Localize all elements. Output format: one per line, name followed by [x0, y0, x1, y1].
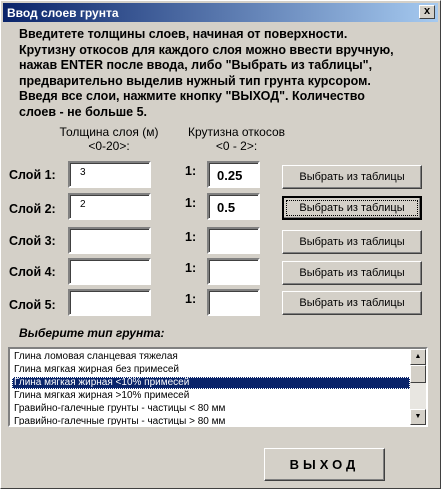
- layer-2-table-button[interactable]: Выбрать из таблицы: [282, 196, 422, 220]
- layer-2-slope-input[interactable]: 0.5: [207, 193, 260, 220]
- window-title: Ввод слоев грунта: [7, 6, 119, 20]
- thickness-header: [59, 125, 159, 153]
- instruction-line: нажав ENTER после ввода, либо "Выбрать из таблицы",: [19, 58, 373, 72]
- layer-5-thickness-input[interactable]: [68, 289, 151, 316]
- layer-4-slope-input[interactable]: [207, 258, 260, 285]
- layer-1-thickness-input[interactable]: 3: [68, 161, 151, 188]
- layer-1-slope-input[interactable]: 0.25: [207, 161, 260, 188]
- soil-type-list[interactable]: [8, 347, 428, 427]
- close-icon: x: [423, 5, 431, 17]
- slope-header: [184, 125, 289, 153]
- instructions-text: [19, 27, 439, 120]
- instruction-line: Введя все слои, нажмите кнопку "ВЫХОД". Количество: [19, 89, 365, 103]
- layer-4-table-button[interactable]: Выбрать из таблицы: [282, 261, 422, 285]
- soil-type-title: Выберите тип грунта:: [19, 326, 165, 340]
- soil-list-item[interactable]: Глина мягкая жирная без примесей: [14, 364, 180, 375]
- title-bar[interactable]: [3, 3, 438, 22]
- slope-header-label: Крутизна откосов: [187, 125, 285, 139]
- thickness-header-label: Толщина слоя (м): [59, 125, 159, 139]
- layer-5-table-button[interactable]: Выбрать из таблицы: [282, 291, 422, 315]
- soil-list-item-selected[interactable]: Глина мягкая жирная <10% примесей: [12, 377, 410, 389]
- layer-4-thickness-input[interactable]: [68, 258, 151, 285]
- layer-3-thickness-input[interactable]: [68, 227, 151, 254]
- arrow-down-icon: ▼: [414, 413, 422, 420]
- thickness-range-label: <0-20>:: [88, 139, 130, 153]
- instruction-line: предварительно выделив нужный тип грунта курсором.: [19, 73, 371, 88]
- layer-5-label: Слой 5:: [9, 298, 56, 312]
- arrow-up-icon: ▲: [414, 353, 422, 360]
- soil-list-item[interactable]: Глина ломовая сланцевая тяжелая: [14, 351, 178, 362]
- soil-list-item[interactable]: Гравийно-галечные грунты - частицы < 80 мм: [14, 403, 226, 414]
- layer-5-slope-input[interactable]: [207, 289, 260, 316]
- layer-1-table-button[interactable]: Выбрать из таблицы: [282, 165, 422, 189]
- layer-3-ratio-prefix: 1:: [185, 230, 197, 244]
- layer-2-thickness-input[interactable]: 2: [68, 193, 151, 220]
- scroll-down-button[interactable]: [410, 409, 426, 425]
- layer-4-label: Слой 4:: [9, 265, 56, 279]
- scroll-up-button[interactable]: [410, 349, 426, 365]
- close-button[interactable]: [419, 5, 435, 19]
- layer-4-ratio-prefix: 1:: [185, 261, 197, 275]
- soil-list-item[interactable]: Глина мягкая жирная >10% примесей: [14, 390, 190, 401]
- exit-button[interactable]: ВЫХОД: [264, 448, 385, 481]
- layer-5-ratio-prefix: 1:: [185, 292, 197, 306]
- instruction-line: Введитете толщины слоев, начиная от поверхности.: [19, 27, 348, 41]
- layer-3-table-button[interactable]: Выбрать из таблицы: [282, 230, 422, 254]
- soil-list-item[interactable]: Гравийно-галечные грунты - частицы > 80 мм: [14, 416, 226, 427]
- instruction-line: Крутизну откосов для каждого слоя можно ввести вручную,: [19, 42, 394, 57]
- layer-1-label: Слой 1:: [9, 168, 56, 182]
- layer-1-ratio-prefix: 1:: [185, 164, 197, 178]
- layer-2-ratio-prefix: 1:: [185, 196, 197, 210]
- instruction-line: слоев - не больше 5.: [19, 104, 148, 119]
- soil-list-scrollbar[interactable]: [410, 349, 426, 425]
- slope-range-label: <0 - 2>:: [215, 139, 258, 153]
- layer-2-label: Слой 2:: [9, 202, 56, 216]
- layer-3-label: Слой 3:: [9, 234, 56, 248]
- layer-3-slope-input[interactable]: [207, 227, 260, 254]
- scroll-thumb[interactable]: [410, 365, 426, 383]
